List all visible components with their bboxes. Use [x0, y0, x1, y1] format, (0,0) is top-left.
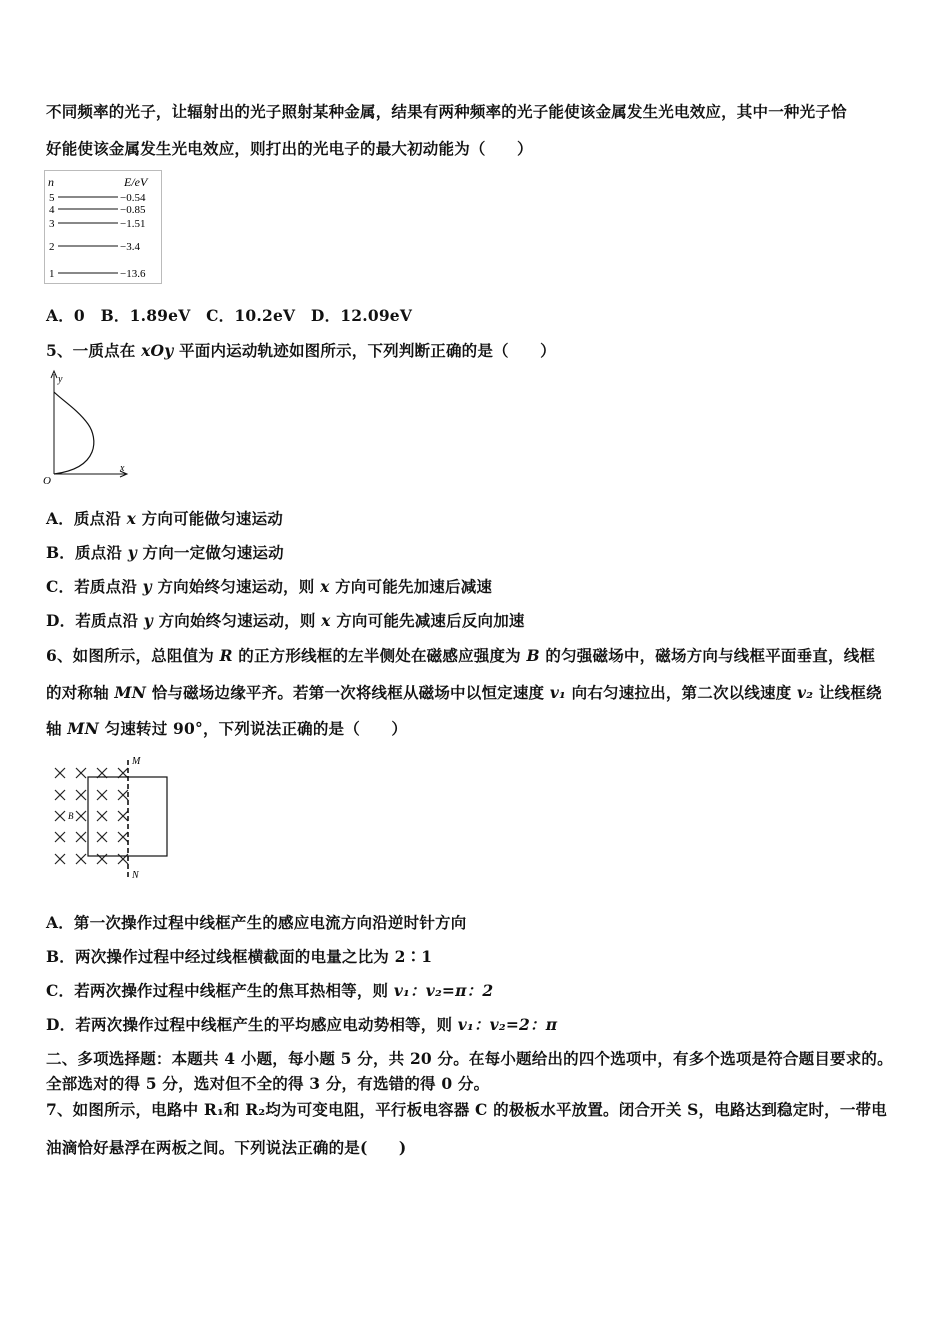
q7-stem-line2: 油滴恰好悬浮在两板之间。下列说法正确的是( )	[46, 1138, 407, 1157]
svg-text:−0.85: −0.85	[120, 204, 146, 216]
q6-stem-line3: 轴 MN 匀速转过 90°，下列说法正确的是（ ）	[46, 719, 408, 738]
q5-option-b: B．质点沿 y 方向一定做匀速运动	[46, 543, 284, 562]
svg-text:−1.51: −1.51	[120, 218, 146, 230]
svg-text:1: 1	[49, 268, 55, 280]
q5-option-d: D．若质点沿 y 方向始终匀速运动，则 x 方向可能先减速后反向加速	[46, 611, 525, 630]
level-5	[49, 192, 146, 204]
q6-option-a: A．第一次操作过程中线框产生的感应电流方向沿逆时针方向	[46, 913, 467, 932]
section2-heading-line2: 全部选对的得 5 分，选对但不全的得 3 分，有选错的得 0 分。	[46, 1074, 490, 1093]
label-n: N	[132, 870, 139, 881]
x-axis-label: x	[120, 463, 125, 474]
label-b: B	[68, 811, 74, 821]
q6-stem-line2: 的对称轴 MN 恰与磁场边缘平齐。若第一次将线框从磁场中以恒定速度 v₁ 向右匀速拉出，第二次以线速度 v₂ 让线框绕	[46, 683, 882, 702]
svg-text:2: 2	[49, 241, 55, 253]
svg-text:−3.4: −3.4	[120, 241, 140, 253]
level-2	[49, 241, 140, 253]
q5-option-a: A．质点沿 x 方向可能做匀速运动	[46, 509, 283, 528]
svg-text:3: 3	[49, 218, 55, 230]
q6-option-c: C．若两次操作过程中线框产生的焦耳热相等，则 v₁：v₂=π：2	[46, 981, 494, 1000]
y-axis-label: y	[58, 374, 63, 385]
svg-text:−0.54: −0.54	[120, 192, 146, 204]
q5-stem: 5、一质点在 xOy 平面内运动轨迹如图所示，下列判断正确的是（ ）	[46, 341, 556, 360]
label-m: M	[132, 756, 141, 767]
level-4	[49, 204, 146, 216]
trajectory-figure	[40, 368, 140, 488]
svg-text:−13.6: −13.6	[120, 268, 146, 280]
svg-text:4: 4	[49, 204, 55, 216]
q6-stem-line1: 6、如图所示，总阻值为 R 的正方形线框的左半侧处在磁感应强度为 B 的匀强磁场中，磁场方向与线框平面垂直，线框	[46, 646, 876, 665]
col-n-label: n	[48, 175, 54, 189]
q5-option-c: C．若质点沿 y 方向始终匀速运动，则 x 方向可能先加速后减速	[46, 577, 493, 596]
origin-label: O	[43, 475, 51, 487]
section2-heading-line1: 二、多项选择题：本题共 4 小题，每小题 5 分，共 20 分。在每小题给出的四个选项中，有多个选项是符合题目要求的。	[46, 1049, 893, 1068]
energy-level-diagram	[44, 170, 162, 284]
q4-options: A．0 B．1.89eV C．10.2eV D．12.09eV	[46, 306, 413, 325]
col-e-label: E/eV	[124, 175, 148, 189]
trajectory-curve	[54, 392, 94, 474]
q4-stem-line1: 不同频率的光子，让辐射出的光子照射某种金属，结果有两种频率的光子能使该金属发生光电效应，其中一种光子恰	[46, 102, 847, 121]
level-1	[49, 268, 146, 280]
level-3	[49, 218, 145, 230]
q7-stem-line1: 7、如图所示，电路中 R₁和 R₂均为可变电阻，平行板电容器 C 的极板水平放置。闭合开关 S，电路达到稳定时，一带电	[46, 1100, 887, 1119]
field-crosses	[55, 768, 128, 864]
q4-stem-line2: 好能使该金属发生光电效应，则打出的光电子的最大初动能为（ ）	[46, 139, 533, 158]
svg-text:5: 5	[49, 192, 55, 204]
magnetic-field-figure	[48, 752, 178, 884]
q6-option-d: D．若两次操作过程中线框产生的平均感应电动势相等，则 v₁：v₂=2：π	[46, 1015, 558, 1034]
q6-option-b: B．两次操作过程中经过线框横截面的电量之比为 2∶1	[46, 947, 433, 966]
